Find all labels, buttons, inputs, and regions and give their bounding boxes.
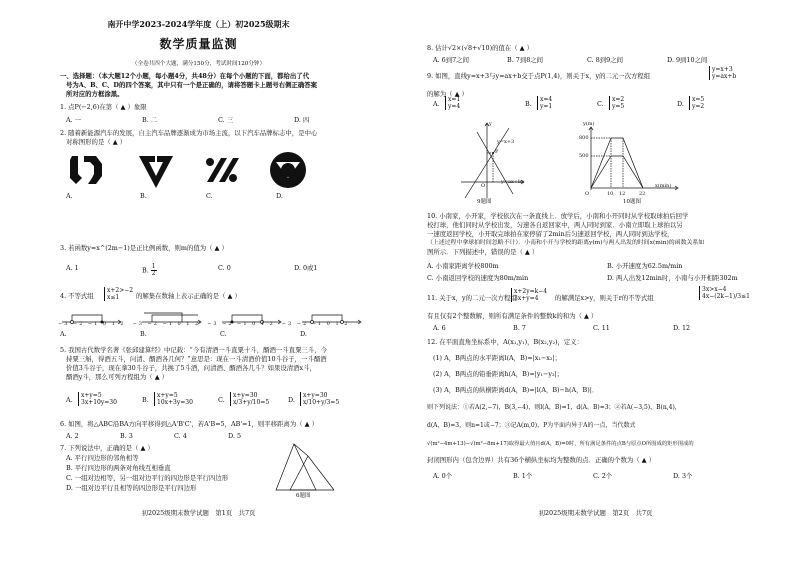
question-1-stem: 1. 点P(−2,6)在第（ ▲ ）象限	[60, 103, 147, 111]
question-12-definition: (1) A，B两点的水平距离l(A，B)=|x₁−x₂|；	[433, 354, 561, 362]
q10-x-tick: 22	[639, 191, 646, 197]
question-10-stem: 一速度返回学校，小开取完球拍在家停留了2min后匀速返回学校，两人同时到达学校，	[427, 230, 674, 238]
q10-option-c: C. 小南返回学校的速度为80m/min	[427, 274, 529, 282]
page-title: 数学质量监测	[159, 37, 238, 51]
q3-option-c: C. 0	[218, 264, 231, 272]
q3-option-d: D. 0或1	[294, 264, 318, 272]
q8-option-d: D. 9到10之间	[667, 56, 708, 64]
q7-option-b: B. 平行四边形的两条对角线互相垂直	[66, 464, 171, 472]
question-11-stem: 有且仅有2个整数解，则所有满足条件的整数k的和为（ ▲ ）	[427, 312, 598, 320]
q9-option-d-system: x=5 y=2	[689, 96, 704, 110]
q10-x-tick: 10	[607, 191, 614, 197]
q5-option-a-system: x+y=5 3x+10y=30	[78, 392, 117, 406]
question-2-stem: 对称图形的是（ ▲ ）	[66, 138, 127, 146]
q6-option-b: B. 3	[120, 432, 133, 440]
car-logo-d-icon	[266, 148, 310, 192]
q10-y-axis-label: y(m)	[583, 121, 595, 127]
q10-origin-label: O	[585, 191, 590, 197]
q9-option-a: A.	[433, 100, 440, 108]
q8-option-b: B. 7到8之间	[507, 56, 544, 64]
question-4-stem: 4. 不等式组	[60, 292, 94, 300]
q9-y-axis-label: y	[489, 121, 492, 127]
q9-option-c: C.	[597, 100, 604, 108]
q12-option-a: A. 0个	[433, 472, 453, 480]
q2-option-b: B.	[140, 192, 147, 200]
q9-x-axis-label: x	[521, 179, 524, 185]
q8-option-a: A. 6到7之间	[433, 56, 469, 64]
q10-y-tick: 500	[579, 153, 589, 159]
q9-figure-caption: 9题图	[477, 199, 492, 205]
question-3-stem: 3. 若函数y=x^(2m−1)是正比例函数，则m的值为（ ▲ ）	[60, 244, 228, 252]
q9-line-label: y=x+3	[497, 139, 515, 145]
q9-equation-system: y=x+3 y=ax+b	[709, 66, 736, 80]
question-10-stem: 图所示．下列描述中，错误的是（ ▲ ）	[427, 248, 539, 256]
q9-option-d: D.	[677, 100, 684, 108]
q10-figure-caption: 10题图	[623, 199, 641, 205]
q1-option-c: C. 三	[218, 116, 234, 124]
q9-line-label: y=ax+b	[501, 179, 522, 185]
q11-equation-system: x+2y=k−4 3x+y=4	[511, 288, 547, 302]
question-4-stem: 的解集在数轴上表示正确的是（ ▲ ）	[136, 292, 241, 300]
car-logo-a-icon	[62, 150, 112, 190]
question-6-stem: 6. 如图，将△ABC沿BA方向平移得到△A'B'C'，若A'B=5，AB'=1，则平移距离为（ ▲ ）	[60, 420, 318, 428]
q10-x-axis-label: x(min)	[655, 183, 672, 189]
q3-option-b: B. $\frac{1}{2}$	[142, 263, 156, 277]
q4-option-c: C.	[220, 330, 227, 338]
question-5-stem: 持粟三斛，得酒五斗，问清、醑酒各几何？”意思是：现在一斗清酒价值10斗谷子，一斗醑酒	[66, 355, 327, 363]
q9-point-label: P	[495, 149, 499, 155]
question-7-stem: 7. 下列说法中，正确的是（ ▲ ）	[60, 444, 154, 452]
question-10-stem: 校打球，他们同时从学校出发，匀速各自返回家中，两人同时到家．小南立即取上球拍以另	[427, 221, 683, 229]
q6-option-c: C. 4	[174, 432, 187, 440]
q6-figure-caption: 6题图	[296, 493, 311, 499]
q12-option-d: D. 3个	[673, 472, 693, 480]
q5-option-b-system: x+y=5 10x+3y=30	[154, 392, 193, 406]
q6-option-d: D. 5	[228, 432, 242, 440]
q4-option-a: A.	[60, 330, 67, 338]
question-12-definition: (2) A，B两点的铅垂距离h(A，B)=|y₁−y₂|；	[433, 370, 564, 378]
q5-option-c: C.	[218, 396, 225, 404]
question-12-stem: √(m²−4m+13)−√(m²−8m+17)取得最大值且d(A，B)=0时，所有满足条件的点B与原点O所围成的矩形围成的	[427, 441, 694, 447]
q3-option-a: A. 1	[66, 264, 79, 272]
q6-option-a: A. 2	[66, 432, 79, 440]
q4-inequality-system: x+2>−2 x≤1	[104, 287, 133, 301]
question-12-stem: 12. 在平面直角坐标系中，A(x₁,y₁)，B(x₂,y₂)，定义：	[427, 338, 584, 346]
question-12-definition: (3) A，B两点的纵横距离d(A，B)=|l(A，B)−h(A，B)|．	[433, 386, 599, 394]
question-12-stem: d(A，B)=3，则n=1或−7；③记A(m,0)，P为平面内异于A的一点，当代数式	[427, 422, 636, 429]
q8-option-c: C. 8到9之间	[587, 56, 624, 64]
question-10-stem: （上述过程中拿球拍时间忽略不计）．小南和小开与学校的距离y(m)与两人出发的时间x(min)的函数关系如	[427, 240, 705, 246]
exam-page-2	[397, 0, 794, 562]
q4-tick-labels: −3 −2 −1 0 1 2 −3 −2 −1 0 1 2 −3 −2 −1 0 1 2 −3 −2 −1 0 1 2	[58, 321, 350, 327]
section-instruction-line: 所对应的方框涂黑。	[66, 90, 124, 98]
q9-option-c-system: x=2 y=5	[609, 96, 624, 110]
question-12-stem: 封闭图形内（包含边界）共有36个横纵坐标均为整数的点．正确的个数为（ ▲ ）	[427, 456, 655, 464]
q5-option-d: D.	[288, 396, 295, 404]
q10-y-tick: 800	[579, 135, 589, 141]
question-10-stem: 10. 小南家，小开家，学校依次在一条直线上．放学后，小南和小开同时从学校取球拍后回学	[427, 212, 689, 220]
section-instruction-line: 一、选择题：（本大题12个小题，每小题4分，共48分）在每个小题的下面，都给出了代	[60, 72, 310, 80]
section-instruction-line: 号为A、B、C、D的四个答案，其中只有一个是正确的，请将答题卡上题号右侧正确答案	[66, 81, 318, 89]
q2-option-a: A.	[66, 192, 73, 200]
q2-option-c: C.	[206, 192, 213, 200]
page-footer: 初2025级期末数学试题 第1页 共7页	[141, 509, 256, 517]
q1-option-a: A. 一	[66, 116, 82, 124]
q11-option-d: D. 12	[673, 324, 691, 332]
q9-option-b: B.	[525, 100, 532, 108]
q11-option-c: C. 11	[593, 324, 610, 332]
q5-option-a: A.	[66, 396, 73, 404]
question-5-stem: 价值3斗谷子，现在拿30斗谷子，共换了5斗酒，问清酒、醑酒各几斗？如果设清酒x斗，	[66, 364, 316, 372]
car-logo-c-icon	[195, 150, 245, 190]
q9-origin-label: O	[481, 183, 486, 189]
q11-option-b: B. 7	[513, 324, 526, 332]
car-logo-b-icon	[135, 150, 177, 192]
exam-subtitle: （全卷共四个大题，满分150分，考试时间120分钟）	[131, 61, 266, 67]
exam-header: 南开中学2023-2024学年度（上）初2025级期末	[107, 19, 290, 29]
question-5-stem: 5. 我国古代数学名著《张邱建算经》中记载：“今有清酒一斗直粟十斗，醑酒一斗直粟三斗，今	[60, 346, 328, 354]
q10-option-a: A. 小南家距离学校800m	[427, 262, 499, 270]
q10-x-tick: 12	[619, 191, 626, 197]
q11-option-a: A. 6	[433, 324, 446, 332]
q9-line-graph	[457, 120, 527, 202]
question-12-stem: 则下列说法：①若A(2,−7)，B(3,−4)，则l(A，B)=1，d(A，B)=3；②若A(−3,5)，B(n,4)，	[427, 404, 681, 411]
q10-option-b: B. 小开速度为62.5m/min	[607, 262, 683, 270]
page-footer: 初2025级期末数学试题 第2页 共7页	[538, 509, 653, 517]
q9-option-a-system: x=1 y=4	[445, 96, 460, 110]
q6-triangle-figure	[272, 438, 342, 500]
q2-option-d: D.	[276, 192, 283, 200]
q7-option-d: D. 一组对边平行且相等的四边形是平行四边形	[66, 484, 197, 492]
q4-option-d: D.	[300, 330, 307, 338]
question-11-stem: 11. 关于x，y的二元一次方程组	[427, 294, 517, 302]
question-9-stem: 9. 如图，直线y=x+3与y=ax+b交于点P(1,4)，则关于x，y的二元一次方程组	[427, 72, 651, 80]
q1-option-b: B. 二	[142, 116, 158, 124]
q4-option-b: B.	[140, 330, 147, 338]
q10-option-d: D. 两人出发12min时，小南与小开相距302m	[607, 274, 738, 282]
question-5-stem: 醑酒y斗，那么可列方程组为（ ▲ ）	[66, 373, 169, 381]
q7-option-a: A. 平行四边形的邻角相等	[66, 454, 139, 462]
q1-option-d: D. 四	[294, 116, 310, 124]
q5-option-d-system: x+y=30 x/10+y/3=5	[300, 392, 339, 406]
q7-option-c: C. 一组对边相等，另一组对边平行的四边形是平行四边形	[66, 474, 229, 482]
question-11-stem: 的解满足x>y，则关于r的不等式组	[555, 294, 654, 302]
question-2-stem: 2. 随着新能源汽车的发展，自主汽车品牌逐渐成为市场主流，以下汽车品牌标志中，是中心	[60, 129, 318, 137]
q12-option-b: B. 1个	[513, 472, 533, 480]
q11-inequality-system: 3x>x−4 4x−(2k−1)/3≤1	[699, 286, 750, 300]
q12-option-c: C. 2个	[593, 472, 613, 480]
question-8-stem: 8. 估计√2×(√8+√10)的值在（ ▲ ）	[427, 44, 534, 52]
question-9-stem: 的解为（ ▲ ）	[427, 90, 468, 98]
q9-option-b-system: x=4 y=1	[537, 96, 552, 110]
q5-option-b: B.	[142, 396, 149, 404]
q5-option-c-system: x+y=30 x/3+y/10=5	[230, 392, 269, 406]
